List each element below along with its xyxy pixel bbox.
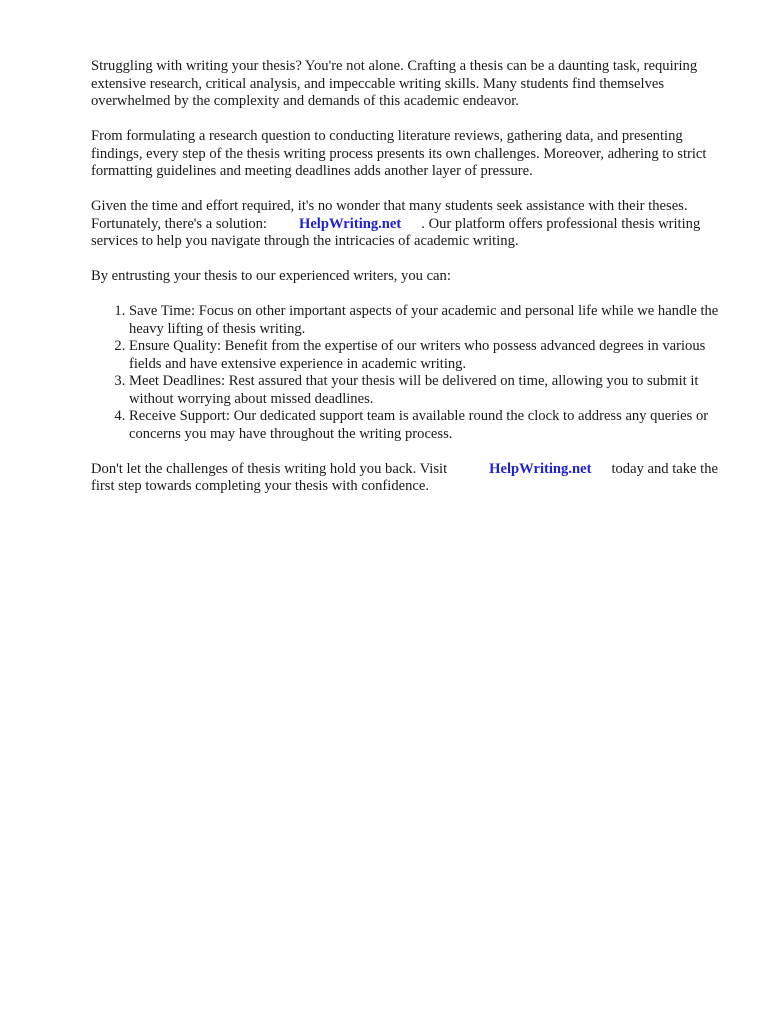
solution-text-before: Given the time and effort required, it's no wonder that many students seek assistance with their theses. Fortunately, there's a solution: <box>91 198 688 232</box>
list-item: 2. Ensure Quality: Benefit from the expertise of our writers who possess advanced degrees in various fields and have extensive experience in academic writing. <box>129 338 731 373</box>
helpwriting-link-2[interactable]: HelpWriting.net <box>489 460 592 477</box>
challenges-paragraph: From formulating a research question to conducting literature reviews, gathering data, and presenting findings, every step of the thesis writing process presents its own challenges. Moreover, adhering to strict formatting guidelines and meeting deadlines adds another layer of pressure. <box>91 128 707 179</box>
solution-text-after: . Our platform offers professional thesis writing services to help you navigate through the intricacies of academic writing. <box>91 215 701 249</box>
closing-text-after: today and take the first step towards completing your thesis with confidence. <box>91 460 719 494</box>
list-item: 4. Receive Support: Our dedicated support team is available round the clock to address any queries or concerns you may have throughout the writing process. <box>129 408 731 443</box>
solution-paragraph <box>91 198 731 251</box>
helpwriting-link-1[interactable]: HelpWriting.net <box>298 215 402 232</box>
benefits-intro-paragraph: By entrusting your thesis to our experienced writers, you can: <box>91 268 451 284</box>
benefits-list <box>91 303 731 443</box>
document-page <box>91 58 731 513</box>
list-item: 3. Meet Deadlines: Rest assured that your thesis will be delivered on time, allowing you to submit it without worrying about missed deadlines. <box>129 373 731 408</box>
intro-paragraph: Struggling with writing your thesis? You're not alone. Crafting a thesis can be a daunting task, requiring extensive research, critical analysis, and impeccable writing skills. Many students find themselves overwhelmed by the complexity and demands of this academic endeavor. <box>91 58 698 109</box>
closing-paragraph <box>91 461 731 496</box>
list-item: 1. Save Time: Focus on other important aspects of your academic and personal life while we handle the heavy lifting of thesis writing. <box>129 303 731 338</box>
closing-text-before: Don't let the challenges of thesis writing hold you back. Visit <box>91 460 448 477</box>
